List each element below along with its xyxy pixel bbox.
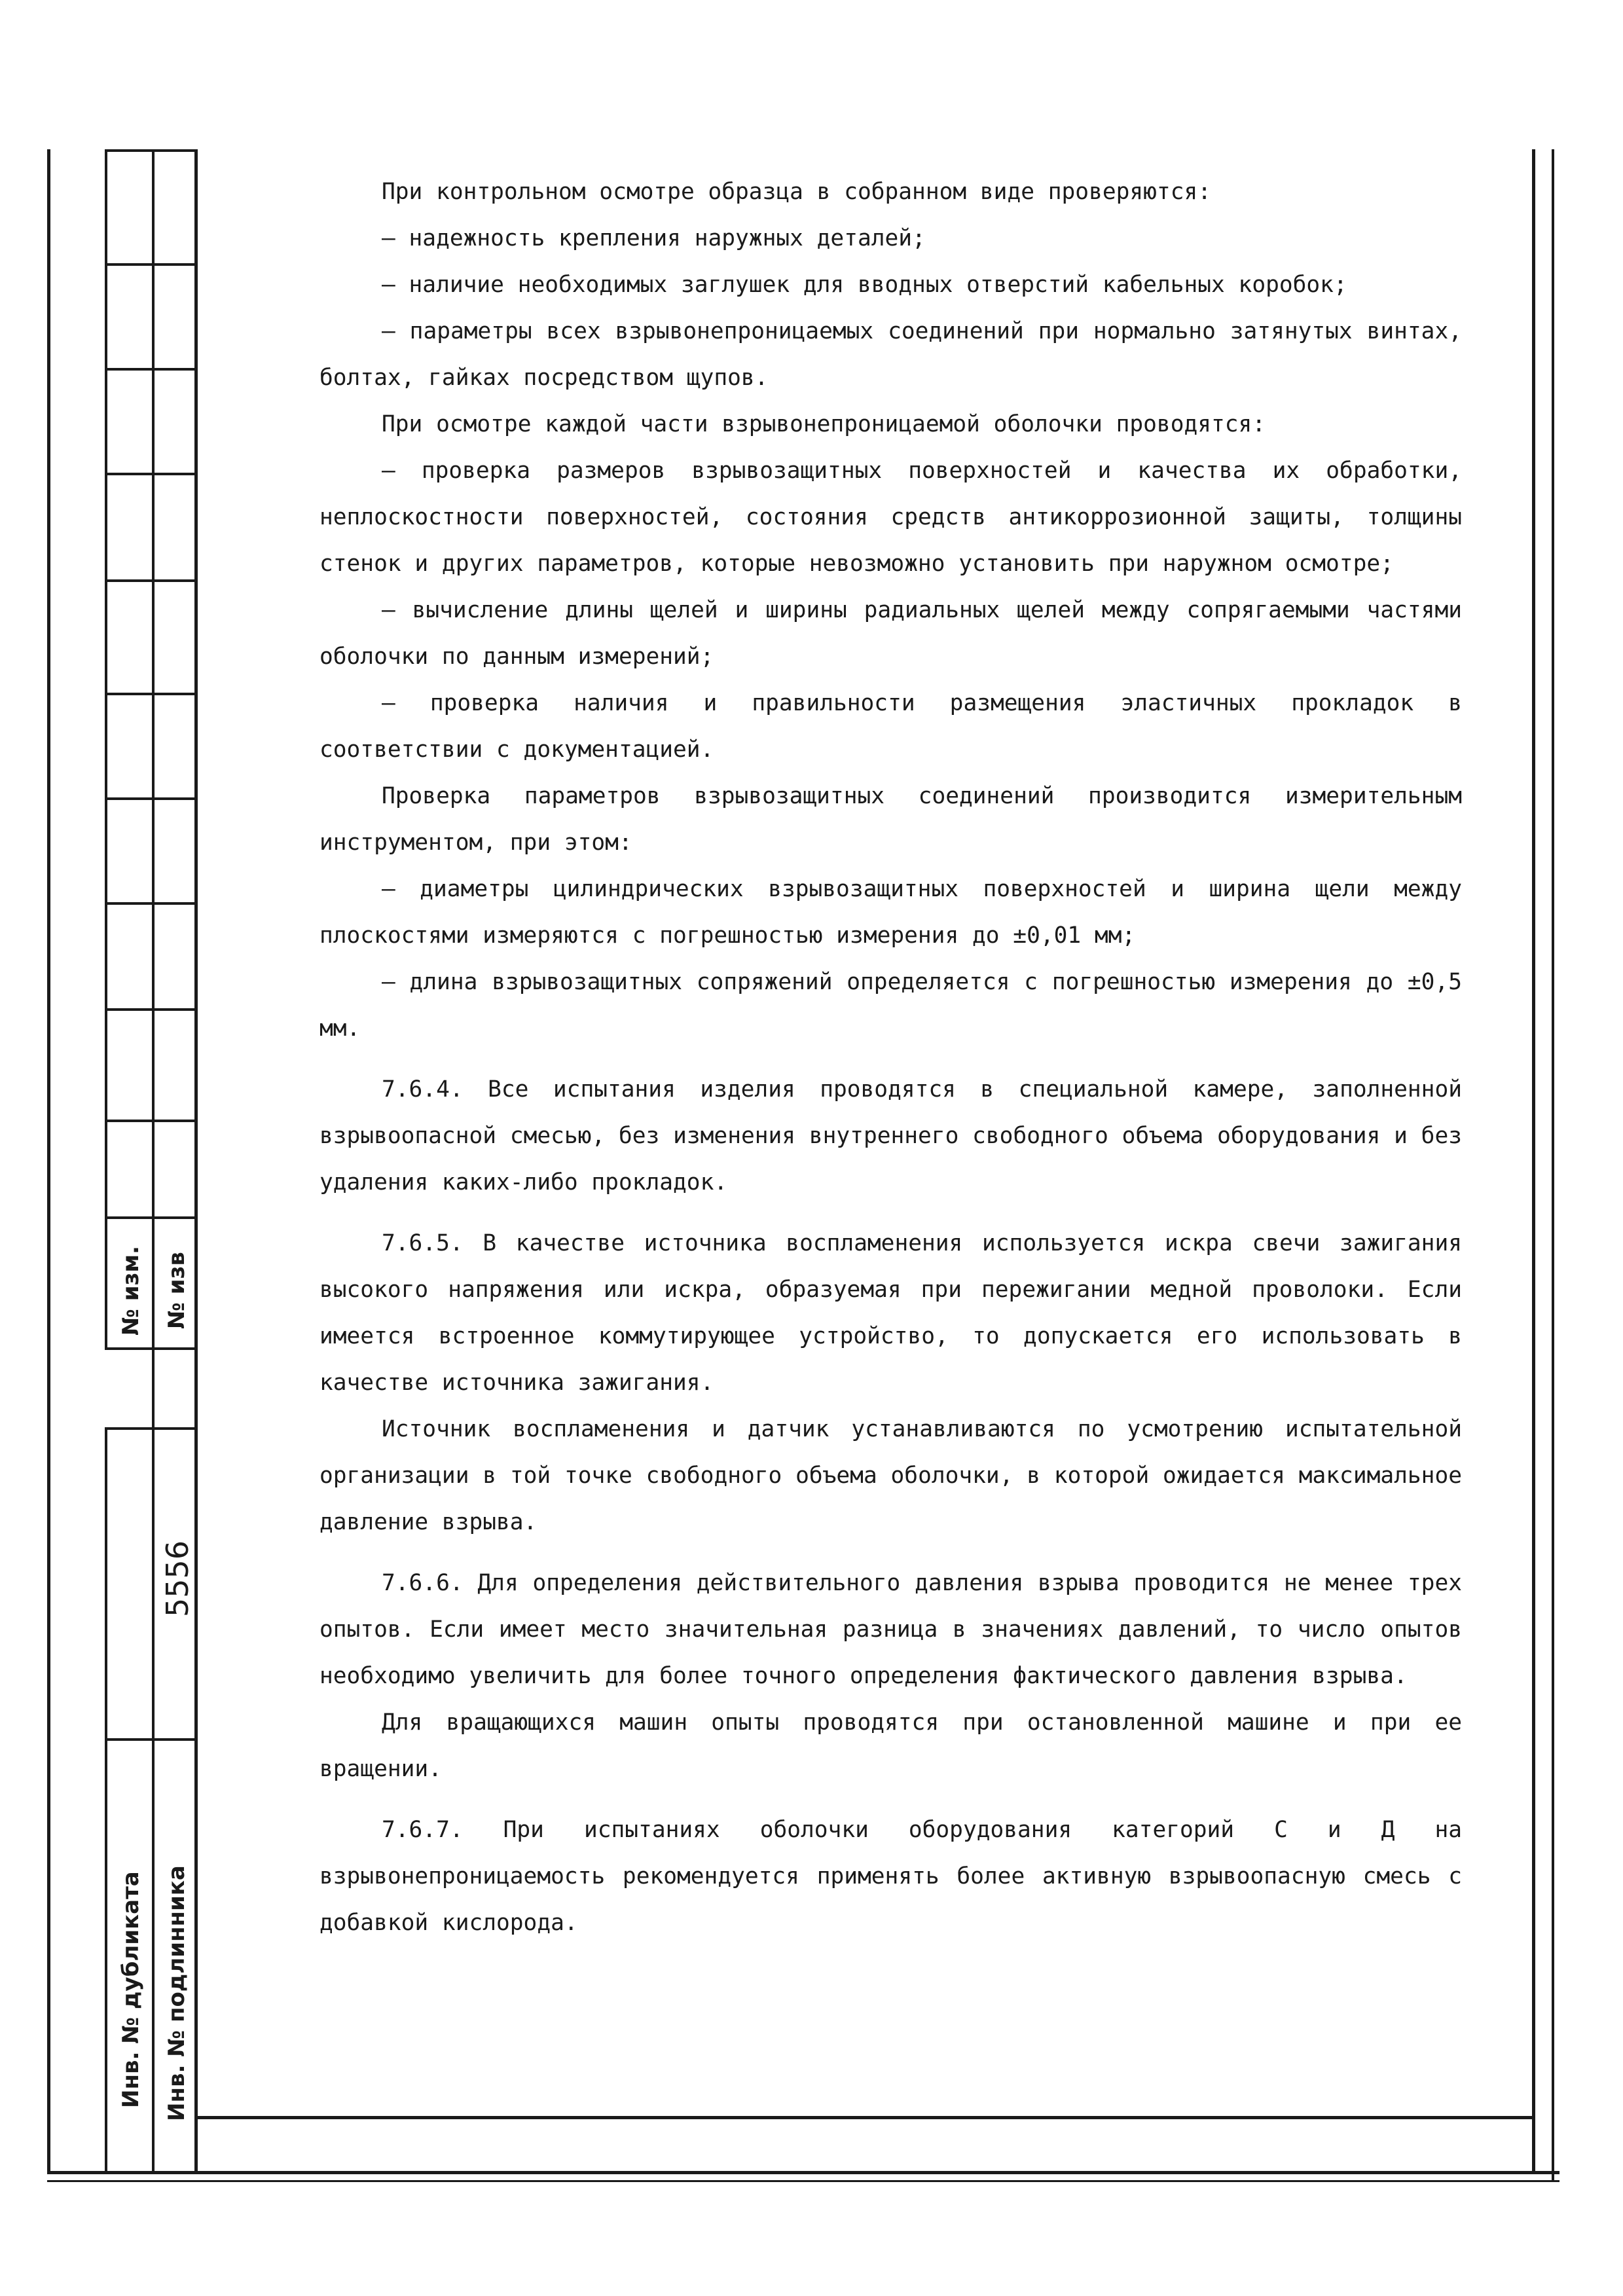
stamp-row-line — [105, 473, 196, 475]
stamp-row-line — [105, 1008, 196, 1011]
frame-bottom-shadow — [47, 2180, 1559, 2182]
list-item: – диаметры цилиндрических взрывозащитных поверхностей и ширина щели между плоскостями измеряются с погрешностью измерения до ±0,01 мм; — [319, 876, 1462, 949]
section-7-6-5: 7.6.5. В качестве источника воспламенения используется искра свечи зажигания высокого напряжения или искра, образуемая при пережигании медной проволоки. Если имеется встроенное коммутирующее устройство, то допускается его использовать в качестве источника зажигания. — [319, 1230, 1462, 1396]
frame-left-border — [47, 149, 50, 2174]
paragraph: При контрольном осмотре образца в собранном виде проверяются: — [382, 179, 1212, 205]
paragraph: Проверка параметров взрывозащитных соединений производится измерительным инструментом, при этом: — [319, 783, 1462, 856]
paragraph: Для вращающихся машин опыты проводятся при остановленной машине и при ее вращении. — [319, 1709, 1462, 1782]
stamp-outer-left — [105, 149, 107, 1347]
stamp-row-line — [105, 797, 196, 800]
stamp-dublikat-label: Инв. № дубликата — [118, 1871, 144, 2108]
paragraph: При осмотре каждой части взрывонепроницаемой оболочки проводятся: — [382, 411, 1266, 437]
stamp-row-line — [105, 263, 196, 266]
text-frame-bottom-border — [194, 2116, 1535, 2119]
stamp-row-line — [105, 1738, 196, 1741]
frame-bottom-border — [47, 2171, 1559, 2174]
stamp-row-line — [105, 368, 196, 371]
stamp-row-line — [105, 693, 196, 695]
stamp-row-line — [105, 579, 196, 582]
stamp-col-divider — [152, 149, 155, 2174]
stamp-row-line — [105, 1347, 196, 1350]
section-7-6-7: 7.6.7. При испытаниях оболочки оборудования категорий С и Д на взрывонепроницаемость рекомендуется применять более активную взрывоопасную смесь с добавкой кислорода. — [319, 1817, 1462, 1936]
frame-right-shadow — [1552, 149, 1554, 2182]
section-7-6-4: 7.6.4. Все испытания изделия проводятся в специальной камере, заполненной взрывоопасной смесью, без изменения внутреннего свободного объема оборудования и без удаления каких-либо прокладок. — [319, 1076, 1462, 1195]
paragraph: Источник воспламенения и датчик устанавливаются по усмотрению испытательной организации в той точке свободного объема оболочки, в которой ожидается максимальное давление взрыва. — [319, 1416, 1462, 1535]
list-item: – вычисление длины щелей и ширины радиальных щелей между сопрягаемыми частями оболочки по данным измерений; — [319, 597, 1462, 670]
stamp-row-line — [105, 149, 196, 152]
frame-right-border — [1532, 149, 1535, 2174]
stamp-row-line — [105, 902, 196, 905]
list-item: – проверка наличия и правильности размещения эластичных прокладок в соответствии с документацией. — [319, 690, 1462, 763]
stamp-podlinnik-label: Инв. № подлинника — [164, 1865, 190, 2121]
text-frame-left-border — [194, 149, 198, 2174]
section-7-6-6: 7.6.6. Для определения действительного давления взрыва проводится не менее трех опытов. Если имеет место значительная разница в значениях давлений, то число опытов необходимо увеличить для более точного определения фактического давления взрыва. — [319, 1570, 1462, 1689]
document-body — [319, 169, 1462, 1946]
list-item: – надежность крепления наружных деталей; — [382, 225, 926, 251]
stamp-podlinnik-number: 5556 — [160, 1540, 195, 1617]
stamp-lower-left — [105, 1427, 107, 2174]
list-item: – проверка размеров взрывозащитных поверхностей и качества их обработки, неплоскостности поверхностей, состояния средств антикоррозионной защиты, толщины стенок и других параметров, которые невозможно установить при наружном осмотре; — [319, 458, 1462, 577]
list-item: – длина взрывозащитных сопряжений определяется с погрешностью измерения до ±0,5 мм. — [319, 969, 1462, 1042]
stamp-izv-label: № изв — [164, 1252, 190, 1329]
stamp-row-line — [105, 1216, 196, 1219]
stamp-row-line — [105, 1427, 196, 1430]
stamp-row-line — [105, 1120, 196, 1122]
stamp-izm-label: № изм. — [118, 1245, 144, 1336]
list-item: – параметры всех взрывонепроницаемых соединений при нормально затянутых винтах, болтах, гайках посредством щупов. — [319, 318, 1462, 391]
list-item: – наличие необходимых заглушек для вводных отверстий кабельных коробок; — [382, 272, 1347, 298]
